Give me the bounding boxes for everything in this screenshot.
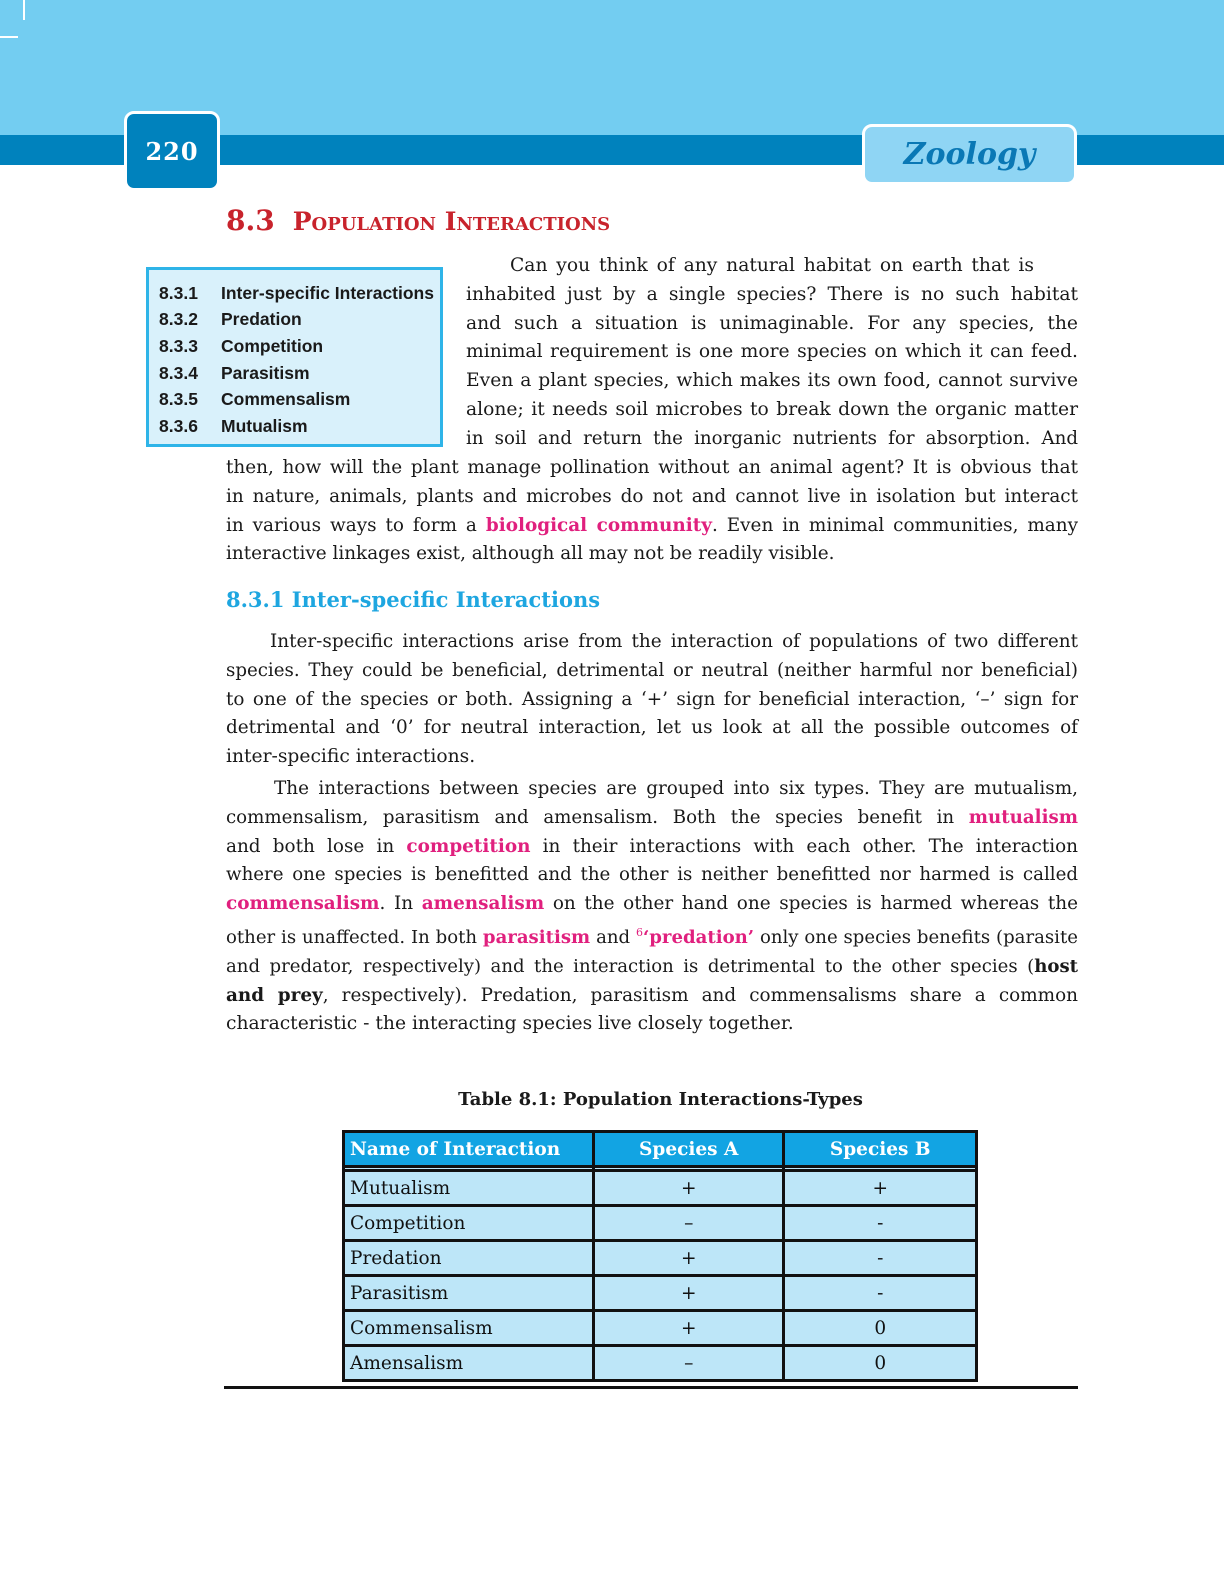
text-line: where one species is benefitted and the other is neither benefitted nor harmed is called (226, 864, 1078, 886)
toc-item (159, 280, 440, 307)
paragraph-interaction-types (226, 775, 1078, 1039)
text-line: minimal requirement is one more species on which it can feed. (466, 341, 1078, 363)
subsection-heading: 8.3.1 Inter-specific Interactions (226, 587, 601, 612)
text-line: detrimental and ‘0’ for neutral interaction, let us look at all the possible outcomes of (226, 717, 1078, 739)
toc-item (159, 413, 440, 440)
table-cell: 0 (784, 1346, 977, 1381)
text-fragment: and (596, 927, 631, 949)
text-line: interactive linkages exist, although all may not be readily visible. (226, 543, 835, 565)
text-line: to one of the species or both. Assigning a ‘+’ sign for beneficial interaction, ‘–’ sign for (226, 688, 1078, 710)
intro-paragraph-full (226, 454, 1078, 569)
table-row (344, 1171, 977, 1206)
table-caption: Table 8.1: Population Interactions-Types (458, 1089, 863, 1110)
table-row (344, 1241, 977, 1276)
table-cell: Parasitism (344, 1276, 594, 1311)
table-cell: Competition (344, 1206, 594, 1241)
text-line: alone; it needs soil microbes to break down the organic matter (466, 398, 1078, 420)
toc-number: 8.3.5 (159, 389, 198, 410)
text-fragment: , respectively). Predation, parasitism and commensalisms share a common (322, 984, 1079, 1006)
table-cell: + (784, 1171, 977, 1206)
text-line: The interactions between species are grouped into six types. They are mutualism, (274, 778, 1078, 799)
toc-item (159, 333, 440, 360)
text-line: inter-specific interactions. (226, 746, 476, 768)
term-competition: competition (406, 835, 531, 857)
term-biological-community: biological community (485, 514, 712, 536)
section-number: 8.3 (226, 204, 275, 237)
toc-label: Parasitism (221, 362, 310, 383)
table-cell: - (784, 1206, 977, 1241)
term-prey: and prey (226, 984, 323, 1006)
table-cell: - (784, 1241, 977, 1276)
term-commensalism: commensalism (226, 893, 380, 915)
text-fragment: . In (379, 893, 414, 915)
toc-label: Competition (221, 335, 324, 356)
section-contents-box (146, 267, 443, 447)
table-row (344, 1206, 977, 1241)
table-row (344, 1346, 977, 1381)
table-cell: – (594, 1206, 784, 1241)
toc-item (159, 360, 440, 387)
text-line: Can you think of any natural habitat on earth that is (510, 255, 1034, 276)
toc-label: Inter-specific Interactions (221, 282, 434, 303)
bottom-rule (224, 1386, 1078, 1389)
text-fragment: commensalism, parasitism and amensalism. Both the species benefit in (226, 806, 955, 828)
table-cell: 0 (784, 1311, 977, 1346)
table-cell: + (594, 1311, 784, 1346)
text-line: in soil and return the inorganic nutrients for absorption. And (466, 427, 1078, 449)
column-header: Species A (594, 1132, 784, 1167)
text-fragment: in various ways to form a (226, 514, 477, 536)
text-line: then, how will the plant manage pollination without an animal agent? It is obvious that (226, 457, 1078, 478)
table-header-row (344, 1132, 977, 1167)
toc-item (159, 307, 440, 334)
text-fragment: on the other hand one species is harmed whereas the (552, 893, 1078, 915)
toc-number: 8.3.3 (159, 335, 198, 356)
text-fragment: only one species benefits (parasite (759, 927, 1078, 949)
table-cell: - (784, 1276, 977, 1311)
page-number: 220 (124, 111, 220, 191)
toc-number: 8.3.4 (159, 362, 198, 383)
section-title (226, 204, 610, 240)
table-cell: + (594, 1241, 784, 1276)
text-fragment: and both lose in (226, 835, 395, 857)
text-line: Even a plant species, which makes its own food, cannot survive (466, 370, 1078, 392)
column-header: Species B (784, 1132, 977, 1167)
text-line: and such a situation is unimaginable. For any species, the (466, 312, 1078, 334)
text-line: in nature, animals, plants and microbes do not and cannot live in isolation but interact (226, 485, 1078, 507)
column-header: Name of Interaction (344, 1132, 594, 1167)
toc-item (159, 386, 440, 413)
interactions-table (342, 1130, 978, 1382)
table-cell: + (594, 1276, 784, 1311)
text-fragment: in their interactions with each other. The interaction (542, 835, 1079, 857)
toc-number: 8.3.6 (159, 415, 198, 436)
intro-paragraph-wrap (466, 252, 1078, 454)
term-mutualism: mutualism (968, 806, 1078, 828)
paragraph-inter-specific (226, 628, 1078, 772)
table-cell: Mutualism (344, 1171, 594, 1206)
table-cell: – (594, 1346, 784, 1381)
crop-mark-vertical (23, 0, 25, 20)
table-cell: Commensalism (344, 1311, 594, 1346)
table-row (344, 1311, 977, 1346)
table-cell: Predation (344, 1241, 594, 1276)
term-predation: ‘predation’ (642, 927, 755, 949)
text-line: Inter-specific interactions arise from the interaction of populations of two different (270, 631, 1078, 652)
text-line: characteristic - the interacting species live closely together. (226, 1013, 794, 1035)
table-cell: + (594, 1171, 784, 1206)
crop-mark-horizontal (0, 36, 18, 38)
table-row (344, 1276, 977, 1311)
text-fragment: and predator, respectively) and the interaction is detrimental to the other species ( (226, 955, 1035, 977)
footnote-marker: 6 (635, 925, 643, 939)
text-fragment: . Even in minimal communities, many (711, 514, 1078, 536)
table-cell: Amensalism (344, 1346, 594, 1381)
toc-label: Mutualism (221, 415, 308, 436)
toc-label: Commensalism (221, 389, 351, 410)
text-fragment: other is unaffected. In both (226, 927, 478, 949)
text-line: inhabited just by a single species? There is no such habitat (466, 283, 1078, 305)
term-amensalism: amensalism (421, 893, 545, 915)
toc-number: 8.3.1 (159, 282, 198, 303)
term-parasitism: parasitism (482, 927, 591, 949)
toc-label: Predation (221, 309, 302, 330)
subject-title: Zoology (862, 124, 1077, 185)
toc-number: 8.3.2 (159, 309, 198, 330)
section-name: Population Interactions (292, 207, 611, 236)
term-host: host (1034, 955, 1078, 977)
text-line: species. They could be beneficial, detrimental or neutral (neither harmful nor beneficial) (226, 659, 1078, 681)
